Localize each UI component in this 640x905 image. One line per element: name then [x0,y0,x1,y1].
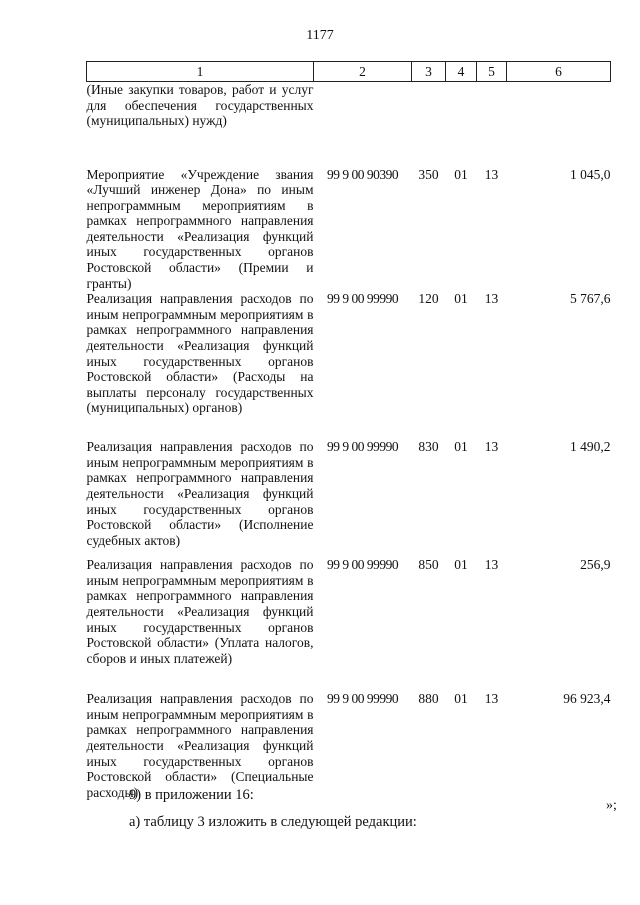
column-header: 1 [87,62,314,82]
row-code: 99 9 00 99990 [326,691,399,707]
row-description: Реализация направления расходов по иным непрограммным мероприятиям в рамках непрограммного направления деятельности «Реализация функций иных государственных органов Ростовской области» (Специальные расходы) [86,691,314,800]
row-section: 01 [454,291,468,307]
row-code [314,82,412,167]
row-code: 99 9 00 99990 [326,291,399,307]
row-expense-type [412,82,446,167]
amendment-item: 9) в приложении 16: [129,787,254,803]
row-expense-type: 880 [418,691,439,707]
page-number: 1177 [306,28,334,43]
column-header: 6 [507,62,611,82]
row-amount: 5 767,6 [570,291,611,307]
row-expense-type: 850 [418,557,439,573]
row-code: 99 9 00 90390 [326,166,399,182]
row-section [446,82,477,167]
row-amount: 256,9 [580,557,611,573]
row-expense-type: 830 [418,439,439,455]
row-amount: 96 923,4 [563,691,611,707]
row-section: 01 [454,691,468,707]
row-subsection: 13 [484,166,499,182]
column-header: 2 [314,62,412,82]
row-subsection [477,82,507,167]
table-row [87,557,611,691]
column-header: 5 [477,62,507,82]
column-header: 4 [446,62,477,82]
column-header: 3 [412,62,446,82]
row-amount: 1 045,0 [570,166,611,182]
budget-table [86,61,611,809]
row-code: 99 9 00 99990 [326,557,399,573]
row-section: 01 [454,439,468,455]
table-row [87,291,611,439]
row-amount [507,82,611,167]
row-description: (Иные закупки товаров, работ и услуг для обеспечения государственных (муниципальных) нужд) [86,82,314,129]
row-description: Реализация направления расходов по иным непрограммным мероприятиям в рамках непрограммного направления деятельности «Реализация функций иных государственных органов Ростовской области» (Исполнение судебных актов) [86,439,314,548]
row-amount: 1 490,2 [570,439,611,455]
closing-quote-mark: »; [606,798,617,813]
row-code: 99 9 00 99990 [326,439,399,455]
row-expense-type: 120 [418,291,439,307]
row-subsection: 13 [484,691,499,707]
row-section: 01 [454,557,468,573]
row-subsection: 13 [484,291,499,307]
row-expense-type: 350 [418,166,439,182]
row-description: Реализация направления расходов по иным непрограммным мероприятиям в рамках непрограммного направления деятельности «Реализация функций иных государственных органов Ростовской области» (Уплата налогов, сборов и иных платежей) [86,557,314,666]
amendment-subitem: а) таблицу 3 изложить в следующей редакции: [129,814,417,830]
row-section: 01 [454,166,468,182]
row-description: Мероприятие «Учреждение звания «Лучший инженер Дона» по иным непрограммным мероприятиям в рамках непрограммного направления деятельности «Реализация функций иных государственных органов Ростовской области» (Премии и гранты) [86,166,314,291]
table-row [87,439,611,557]
table-row [87,167,611,292]
table-header-row [87,62,611,82]
table-row [87,82,611,167]
row-description: Реализация направления расходов по иным непрограммным мероприятиям в рамках непрограммного направления деятельности «Реализация функций иных государственных органов Ростовской области» (Расходы на выплаты персоналу государственных (муниципальных) органов) [86,291,314,416]
row-subsection: 13 [484,439,499,455]
row-subsection: 13 [484,557,499,573]
